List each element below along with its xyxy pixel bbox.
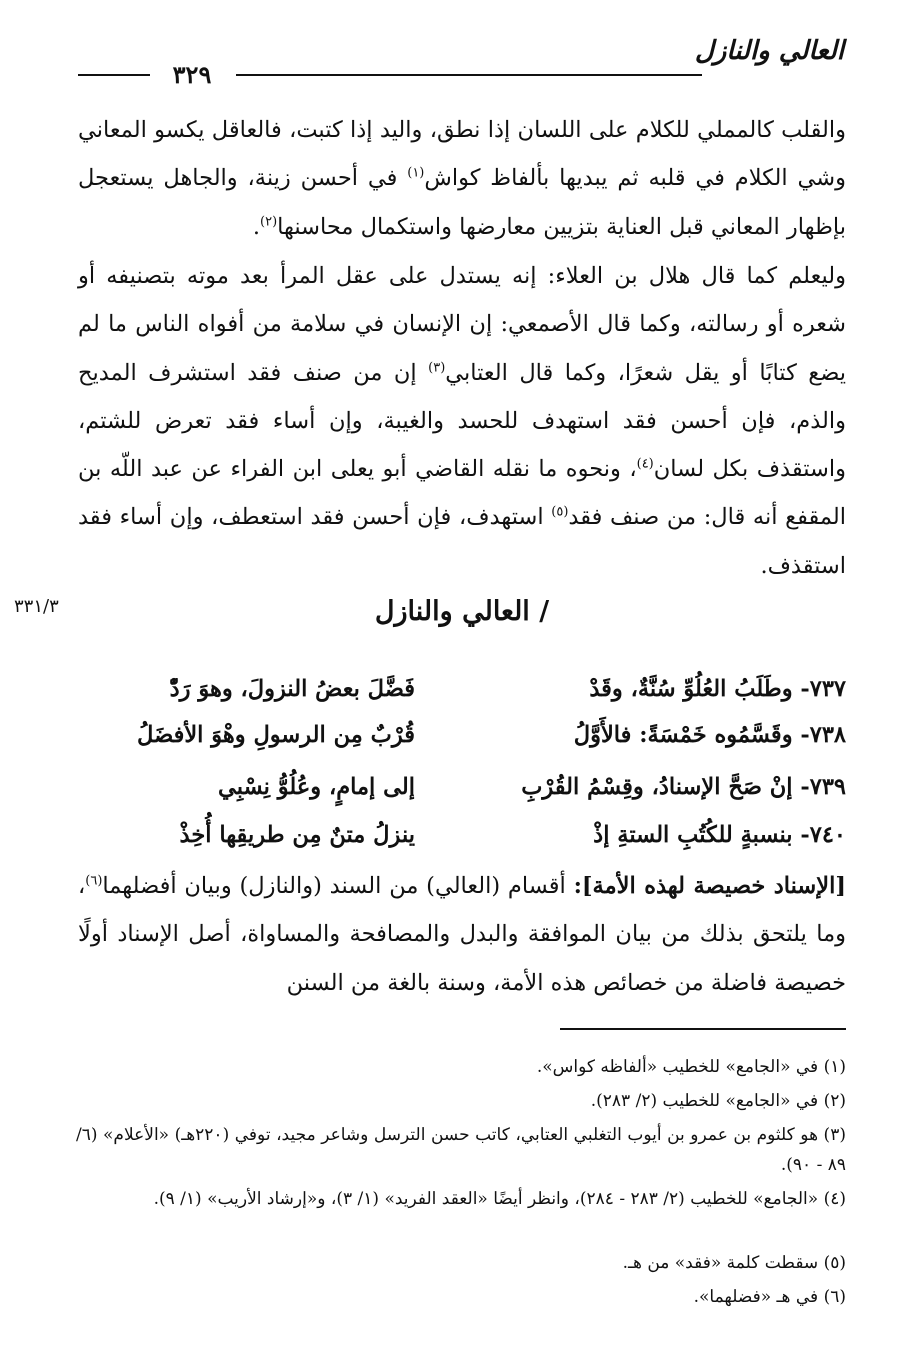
verse-second-hemistich: ينزلُ متنٌ مِن طريقِها أُخِذْ — [179, 822, 415, 848]
paragraph-text: إن من صنف فقد استشرف المديح والذم، فإن أحسن فقد استهدف للحسد والغيبة، وإن أساء فقد تعرض للشتم، واستقذف بكل لسان — [78, 359, 846, 483]
paragraph-text: . — [252, 213, 261, 240]
paragraph-text: استهدف، فإن أحسن فقد استعطف، وإن أساء فقد استقذف. — [78, 504, 846, 579]
paragraph-text: والقلب كالمملي للكلام على اللسان إذا نطق، واليد إذا كتبت، فالعاقل يكسو المعاني وشي الكلام في قلبه ثم يبديها بألفاظ كواش — [78, 117, 847, 192]
verse-line — [78, 774, 846, 822]
paragraph-2 — [78, 252, 846, 590]
paragraph-text: في أحسن زينة، والجاهل يستعجل بإظهار المعاني قبل العناية بتزيين معارضها واستكمال محاسنها — [78, 165, 846, 240]
page-number: ٣٢٩ — [172, 60, 212, 89]
verse-second-hemistich: إلى إمامٍ، وعُلُوُّ نِسْبِي — [218, 774, 415, 800]
footnote: (٤) «الجامع» للخطيب (٢/ ٢٨٣ - ٢٨٤)، وانظر أيضًا «العقد الفريد» (١/ ٣)، و«إرشاد الأريب» (١/ ٩). — [153, 1189, 846, 1209]
footnote: (٢) في «الجامع» للخطيب (٢/ ٢٨٣). — [590, 1091, 846, 1111]
verse-line — [78, 676, 846, 724]
paragraph-text: ، ونحوه ما نقله القاضي أبو يعلى ابن الفراء عن عبد اللّه بن المقفع أنه قال: من صنف فقد — [78, 456, 846, 531]
paragraph-lead: [الإسناد خصيصة لهذه الأمة]: — [573, 873, 846, 899]
footnote: (٦) في هـ «فضلهما». — [693, 1287, 846, 1307]
footnote-ref[interactable]: (٢) — [260, 214, 278, 230]
verse-first-hemistich: ٧٣٩- إنْ صَحَّ الإسنادُ، وقِسْمُ القُرْبِ — [521, 774, 846, 800]
paragraph-text: وليعلم كما قال هلال بن العلاء: إنه يستدل على عقل المرأ بعد موته بتصنيفه أو شعره أو رسالته، وكما قال الأصمعي: إن الإنسان في سلامة من أفواه الناس ما لم يضع كتابًا أو يقل شعرًا، وكما قال العتابي — [78, 263, 846, 386]
running-title: العالي والنازل — [694, 36, 844, 66]
footnote-ref[interactable]: (٥) — [551, 504, 569, 520]
footnote: (٣) هو كلثوم بن عمرو بن أيوب التغلبي العتابي، كاتب حسن الترسل وشاعر مجيد، توفي (٢٢٠هـ) «الأعلام» (٦/ ٨٩ - ٩٠). — [76, 1125, 846, 1175]
paragraph-text: ، وما يلتحق بذلك من بيان الموافقة والبدل والمصافحة والمساواة، أصل الإسناد أولًا خصيصة فاضلة من خصائص هذه الأمة، وسنة بالغة من السنن — [78, 873, 846, 996]
paragraph-3 — [78, 862, 846, 1007]
footnote-separator — [560, 1028, 846, 1030]
verse-second-hemistich: قُرْبٌ مِن الرسولِ وهْوَ الأفضَلُ — [137, 722, 415, 748]
footnote-ref[interactable]: (٦) — [85, 873, 103, 889]
header-rule-right — [236, 74, 702, 76]
footnote-ref[interactable]: (٤) — [636, 456, 654, 472]
footnote-ref[interactable]: (٣) — [428, 360, 446, 376]
section-heading: / العالي والنازل — [374, 596, 550, 627]
verse-line — [78, 722, 846, 770]
paragraph-1 — [78, 106, 846, 251]
footnote-ref[interactable]: (١) — [407, 165, 425, 181]
header-rule-left — [78, 74, 150, 76]
margin-reference: ٣٣١/٣ — [14, 596, 59, 617]
footnote: (٥) سقطت كلمة «فقد» من هـ. — [622, 1253, 846, 1273]
paragraph-text: أقسام (العالي) من السند (والنازل) وبيان أفضلهما — [102, 873, 574, 899]
footnote: (١) في «الجامع» للخطيب «ألفاظه كواس». — [536, 1057, 846, 1077]
verse-first-hemistich: ٧٣٧- وطَلَبُ العُلُوِّ سُنَّةٌ، وقَدْ — [589, 676, 846, 702]
verse-first-hemistich: ٧٣٨- وقَسَّمُوه خَمْسَةً: فالأَوَّلُ — [573, 722, 846, 748]
verse-first-hemistich: ٧٤٠- بنسبةٍ للكُتُبِ الستةِ إذْ — [593, 822, 846, 848]
verse-second-hemistich: فَضَّلَ بعضُ النزولَ، وهوَ رَدّْ — [169, 676, 415, 702]
